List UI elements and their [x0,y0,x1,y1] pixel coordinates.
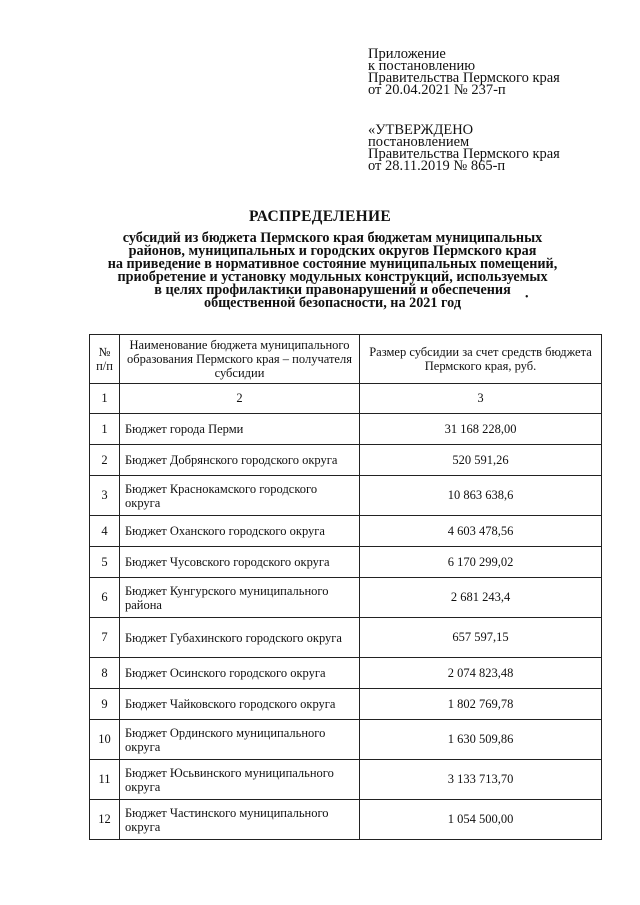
subtitle-line: общественной безопасности, на 2021 год [204,295,461,311]
table-row [90,516,602,547]
row-number: 1 [90,414,120,445]
row-budget-name: Бюджет Губахинского городского округа [120,618,360,658]
row-budget-name: Бюджет Оханского городского округа [120,516,360,547]
table-row [90,689,602,720]
row-amount: 4 603 478,56 [360,516,602,547]
row-amount: 2 681 243,4 [360,578,602,618]
row-budget-name: Бюджет Юсьвинского муниципального округа [120,760,360,800]
row-number: 2 [90,445,120,476]
table-row [90,414,602,445]
appendix-line: от 20.04.2021 № 237-п [368,82,506,98]
row-number: 5 [90,547,120,578]
appendix-line: Приложение [368,46,446,62]
row-amount: 31 168 228,00 [360,414,602,445]
row-budget-name: Бюджет Чайковского городского округа [120,689,360,720]
approved-line: Правительства Пермского края [368,146,560,162]
row-number: 11 [90,760,120,800]
row-number: 10 [90,720,120,760]
row-number: 12 [90,800,120,840]
row-amount: 657 597,15 [360,618,602,658]
subtitle-line: на приведение в нормативное состояние муниципальных помещений, [107,256,558,272]
row-budget-name: Бюджет Ординского муниципального округа [120,720,360,760]
table-header-row [90,335,602,384]
subsidy-table [89,334,602,840]
approved-line: от 28.11.2019 № 865-п [368,158,506,174]
approved-block [368,124,618,172]
row-amount: 3 133 713,70 [360,760,602,800]
row-number: 4 [90,516,120,547]
row-budget-name: Бюджет Частинского муниципального округа [120,800,360,840]
row-budget-name: Бюджет Краснокамского городского округа [120,476,360,516]
column-number: 3 [360,384,602,414]
column-number: 2 [120,384,360,414]
subtitle-line: в целях профилактики правонарушений и обеспечения [154,282,511,298]
table-row [90,618,602,658]
document-title: РАСПРЕДЕЛЕНИЕ [249,208,391,225]
column-number: 1 [90,384,120,414]
row-amount: 1 630 509,86 [360,720,602,760]
document-subtitle [80,232,585,310]
table-row [90,547,602,578]
row-budget-name: Бюджет Осинского городского округа [120,658,360,689]
table-body [90,384,602,840]
row-number: 8 [90,658,120,689]
header-num: № п/п [90,335,120,384]
subtitle-line: субсидий из бюджета Пермского края бюджетам муниципальных [122,230,543,246]
table-row [90,445,602,476]
header-name: Наименование бюджета муниципального образования Пермского края – получателя субсидии [120,335,360,384]
table-row [90,578,602,618]
table-row [90,800,602,840]
appendix-line: Правительства Пермского края [368,70,560,86]
table-row [90,476,602,516]
appendix-line: к постановлению [368,58,476,74]
row-number: 9 [90,689,120,720]
column-number-row [90,384,602,414]
stray-dot: • [525,292,529,303]
table-row [90,760,602,800]
row-number: 3 [90,476,120,516]
approved-line: постановлением [368,134,470,150]
row-number: 7 [90,618,120,658]
row-budget-name: Бюджет Кунгурского муниципального района [120,578,360,618]
approved-line: «УТВЕРЖДЕНО [368,122,474,138]
row-amount: 1 054 500,00 [360,800,602,840]
header-amount: Размер субсидии за счет средств бюджета Пермского края, руб. [360,335,602,384]
row-amount: 1 802 769,78 [360,689,602,720]
appendix-block [368,48,618,96]
row-amount: 520 591,26 [360,445,602,476]
row-amount: 2 074 823,48 [360,658,602,689]
row-budget-name: Бюджет Добрянского городского округа [120,445,360,476]
row-budget-name: Бюджет Чусовского городского округа [120,547,360,578]
table-row [90,720,602,760]
row-amount: 10 863 638,6 [360,476,602,516]
subtitle-line: районов, муниципальных и городских округов Пермского края [128,243,537,259]
row-amount: 6 170 299,02 [360,547,602,578]
subtitle-line: приобретение и установку модульных конструкций, используемых [117,269,548,285]
table-row [90,658,602,689]
row-budget-name: Бюджет города Перми [120,414,360,445]
row-number: 6 [90,578,120,618]
